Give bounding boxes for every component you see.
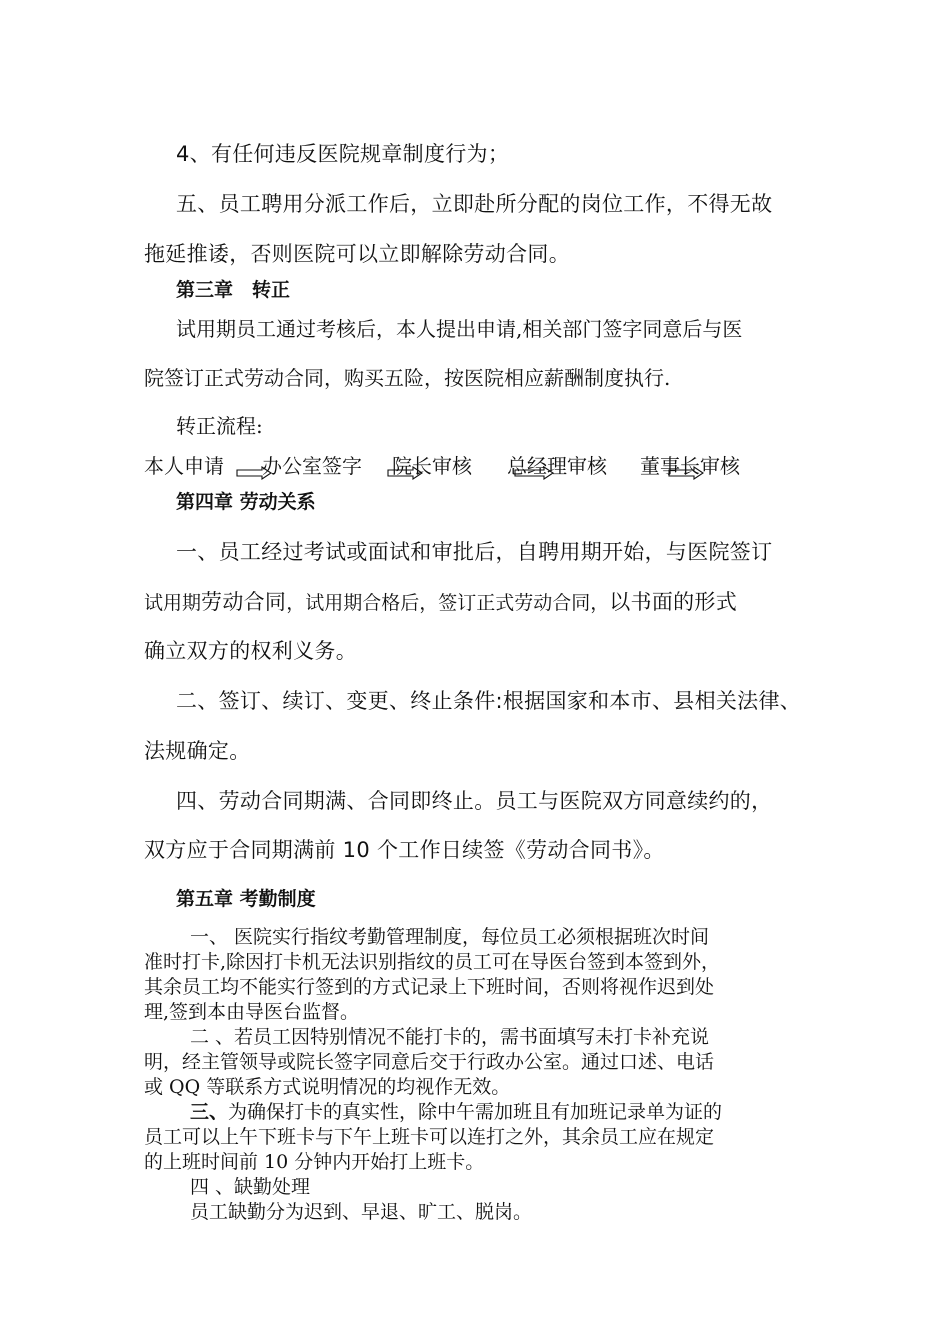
- flow-arrow-icon: [668, 466, 704, 480]
- flow-step-4: 总经理审核: [507, 454, 607, 478]
- flow-step-5: 董事长审核: [640, 454, 740, 478]
- flow-step-3: 院长审核: [392, 454, 472, 478]
- flow-arrow-icon: [387, 466, 423, 480]
- flow-step-1: 本人申请: [144, 454, 224, 478]
- labor-item-1-line1: 一、员工经过考试或面试和审批后，自聘用期开始，与医院签订: [176, 540, 773, 564]
- attendance-item-1-line4: 理,签到本由导医台监督。: [144, 1001, 360, 1023]
- labor-item-1-line2: 试用期劳动合同，试用期合格后，签订正式劳动合同，以书面的形式: [144, 590, 738, 614]
- attendance-item-3-line3: 的上班时间前 10 分钟内开始打上班卡。: [144, 1151, 485, 1173]
- attendance-item-3-line2: 员工可以上午下班卡与下午上班卡可以连打之外，其余员工应在规定: [144, 1126, 715, 1148]
- labor-item-2-line2: 法规确定。: [144, 739, 251, 763]
- chapter-3-heading: 第三章 转正: [176, 279, 291, 301]
- labor-item-4-line1: 四、劳动合同期满、合同即终止。员工与医院双方同意续约的，: [176, 789, 773, 813]
- flow-arrow-icon: [236, 466, 272, 480]
- attendance-item-2-line1: 二 、若员工因特别情况不能打卡的，需书面填写未打卡补充说: [190, 1026, 710, 1048]
- attendance-item-4-heading: 四 、缺勤处理: [190, 1176, 311, 1198]
- flow-label: 转正流程:: [176, 414, 263, 438]
- labor-item-4-line2: 双方应于合同期满前 10 个工作日续签《劳动合同书》。: [144, 838, 665, 862]
- attendance-item-2-line2: 明，经主管领导或院长签字同意后交于行政办公室。通过口述、电话: [144, 1051, 715, 1073]
- chapter-5-heading: 第五章 考勤制度: [176, 888, 316, 910]
- attendance-item-1-line2: 准时打卡,除因打卡机无法识别指纹的员工可在导医台签到本签到外，: [144, 951, 721, 973]
- labor-item-1-line3: 确立双方的权利义务。: [144, 639, 357, 663]
- rule-item-5-line2: 拖延推诿，否则医院可以立即解除劳动合同。: [144, 242, 570, 266]
- rule-item-4: 4、有任何违反医院规章制度行为；: [176, 142, 510, 166]
- attendance-item-1-line1: 一、 医院实行指纹考勤管理制度，每位员工必须根据班次时间: [190, 926, 710, 948]
- attendance-item-2-line3: 或 QQ 等联系方式说明情况的均视作无效。: [144, 1076, 511, 1098]
- attendance-item-4-text: 员工缺勤分为迟到、早退、旷工、脱岗。: [190, 1201, 533, 1223]
- flow-arrow-icon: [514, 466, 554, 480]
- rule-item-5-line1: 五、员工聘用分派工作后，立即赴所分配的岗位工作，不得无故: [176, 192, 773, 216]
- chapter-4-heading: 第四章 劳动关系: [176, 491, 316, 513]
- probation-line2: 院签订正式劳动合同，购买五险，按医院相应薪酬制度执行.: [144, 366, 671, 390]
- attendance-item-1-line3: 其余员工均不能实行签到的方式记录上下班时间，否则将视作迟到处: [144, 976, 715, 998]
- flow-step-2: 办公室签字: [262, 454, 362, 478]
- probation-line1: 试用期员工通过考核后，本人提出申请,相关部门签字同意后与医: [176, 317, 743, 341]
- labor-item-2-line1: 二、签订、续订、变更、终止条件:根据国家和本市、县相关法律、: [176, 689, 802, 713]
- attendance-item-3-line1: 三、为确保打卡的真实性，除中午需加班且有加班记录单为证的: [190, 1101, 723, 1123]
